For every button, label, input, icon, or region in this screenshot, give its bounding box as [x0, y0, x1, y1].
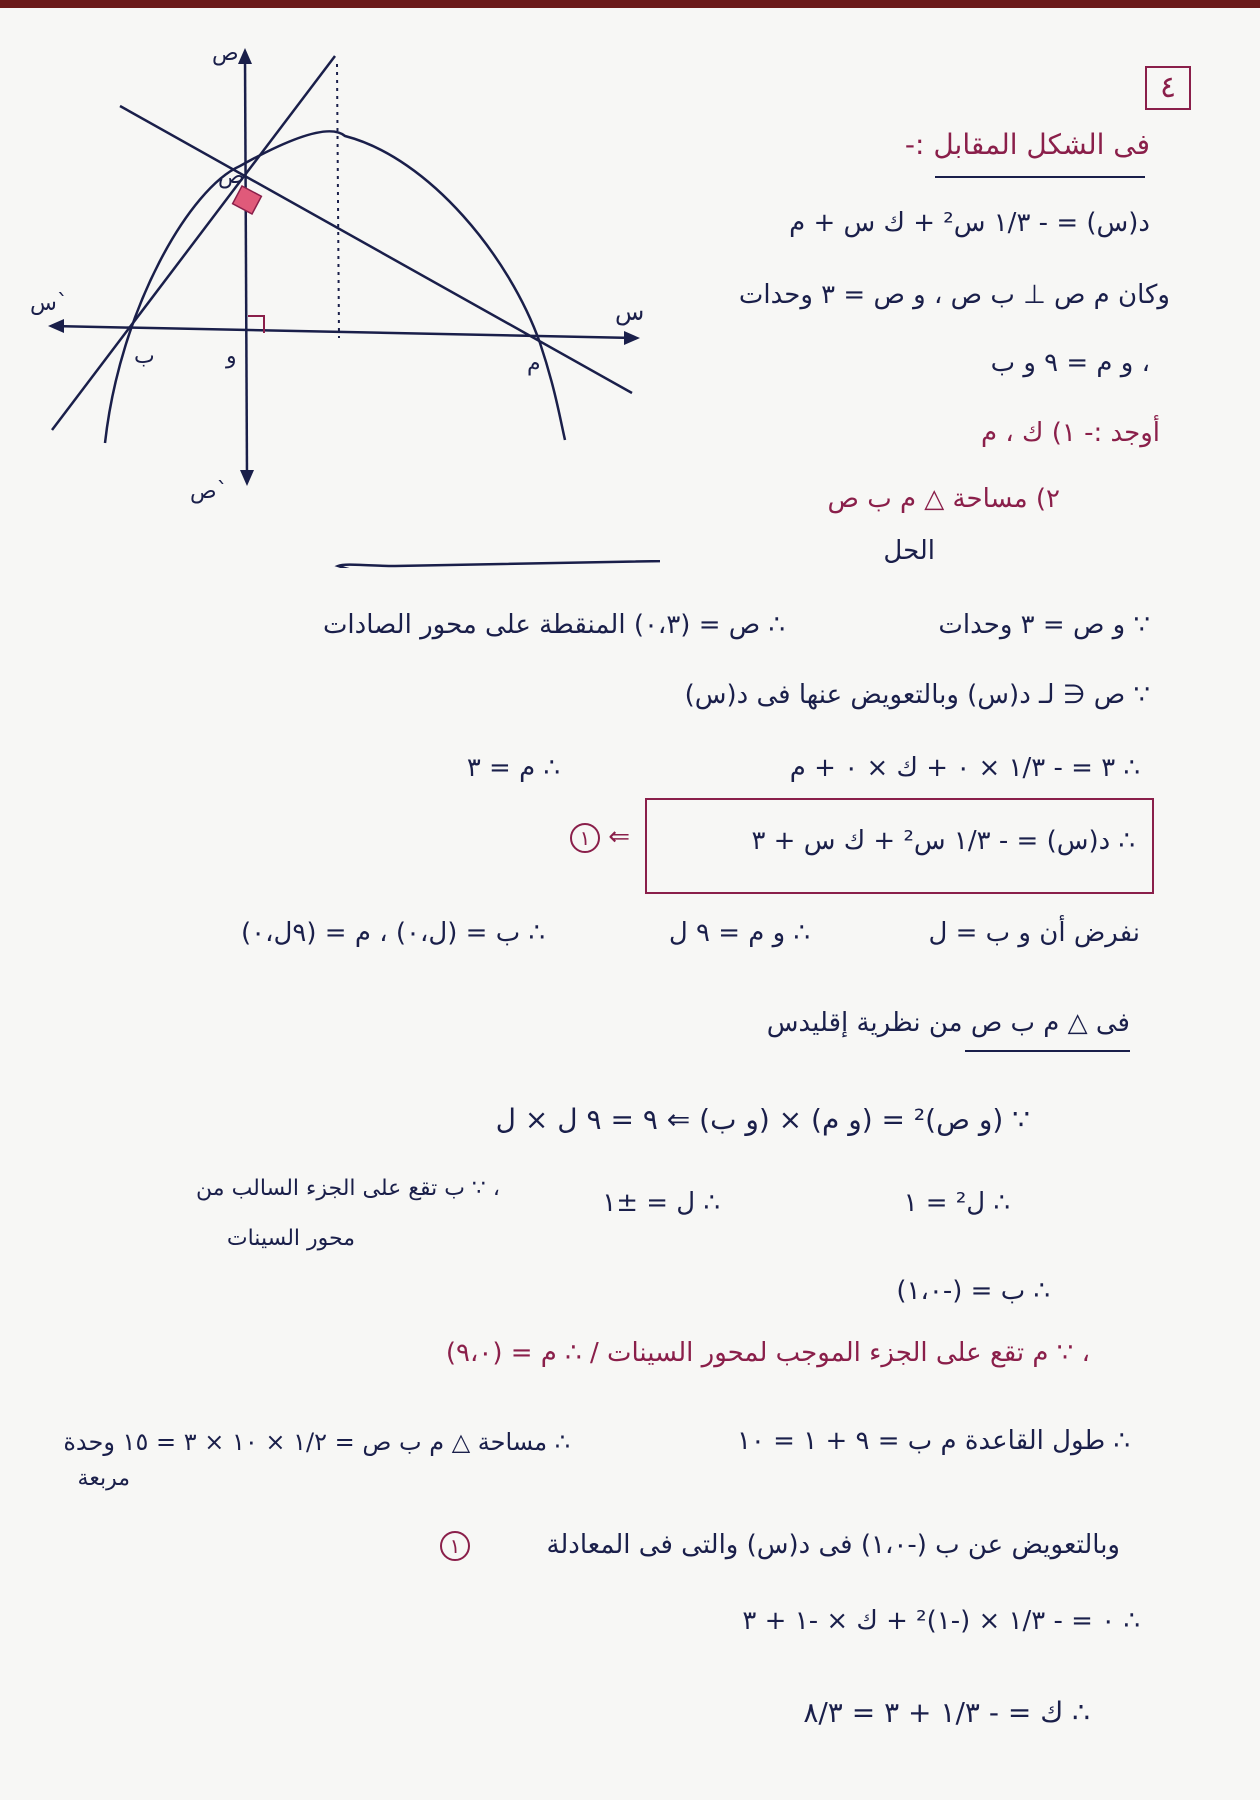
solution-line-9: ∴ ب = (-١،٠)	[896, 1276, 1050, 1306]
solution-line-6: فى △ م ب ص من نظرية إقليدس	[766, 1008, 1130, 1038]
x-axis-label-right: س	[615, 298, 645, 326]
y-axis-arrow-bottom	[240, 470, 254, 486]
right-angle-marker-c	[233, 186, 262, 214]
solution-line-2: ∵ ص ∈ لـ د(س) وبالتعويض عنها فى د(س)	[684, 680, 1150, 710]
axis-of-symmetry	[337, 64, 339, 338]
given-line-2: ، و م = ٩ و ب	[990, 348, 1150, 378]
solution-line-13: ∴ ٠ = - ١/٣ × (-١)² + ك × -١ + ٣	[742, 1606, 1140, 1636]
solution-line-5-mid: ∴ و م = ٩ ل	[668, 918, 810, 948]
solution-line-3-right: ∴ ٣ = - ١/٣ × ٠ + ك × ٠ + م	[789, 753, 1140, 783]
y-axis-label-bottom: ص`	[190, 479, 228, 504]
function-definition: د(س) = - ١/٣ س² + ك س + م	[789, 208, 1150, 238]
intro-underline	[935, 176, 1145, 178]
y-axis-arrow-top	[238, 48, 252, 64]
solution-line-7: ∵ (و ص)² = (و م) × (و ب) ⇐ ٩ = ٩ ل × ل	[495, 1103, 1030, 1136]
x-axis-arrow-right	[624, 331, 640, 345]
problem-number: ٤	[1145, 66, 1191, 110]
line-ca	[120, 106, 632, 393]
intro-text: فى الشكل المقابل :-	[904, 128, 1150, 161]
solution-label: الحل	[883, 536, 935, 566]
solution-line-1-left: ∴ ص = (٠،٣) المنقطة على محور الصادات	[322, 610, 785, 640]
handwritten-page	[0, 8, 1260, 1800]
parabola-graph	[0, 8, 660, 568]
find-line-1: أوجد :- ١) ك ، م	[981, 418, 1160, 448]
solution-line-10: ، ∵ م تقع على الجزء الموجب لمحور السينات / ∴ م = (٩،٠)	[445, 1338, 1090, 1368]
line-bc	[52, 56, 335, 430]
parabola-curve	[105, 131, 565, 443]
solution-line-1-right: ∵ و ص = ٣ وحدات	[938, 610, 1150, 640]
given-line-1: وكان م ص ⊥ ب ص ، و ص = ٣ وحدات	[738, 280, 1170, 310]
equation-number-1-ref: ١	[440, 1531, 470, 1561]
solution-line-12: وبالتعويض عن ب (-١،٠) فى د(س) والتى فى المعادلة	[546, 1530, 1120, 1560]
boxed-equation: ∴ د(س) = - ١/٣ س² + ك س + ٣	[751, 826, 1135, 856]
solution-line-3-left: ∴ م = ٣	[466, 753, 560, 783]
x-axis-arrow-left	[48, 319, 64, 333]
find-line-2: ٢) مساحة △ م ب ص	[827, 484, 1060, 514]
point-label-a: م	[527, 351, 541, 376]
point-label-o: و	[226, 344, 237, 369]
x-axis-label-left: س`	[30, 291, 68, 316]
equation-number-1: ١	[570, 823, 600, 853]
y-axis	[245, 56, 247, 478]
solution-line-5-left: ∴ ب = (ل،٠) ، م = (٩ل،٠)	[240, 918, 545, 948]
solution-arrow	[338, 556, 660, 568]
solution-line-8-left: ، ∵ ب تقع على الجزء السالب من	[196, 1176, 500, 1201]
solution-line-11-left-2: مربعة	[77, 1466, 130, 1491]
solution-line-8-right: ∴ ل² = ١	[903, 1188, 1010, 1218]
x-axis	[52, 326, 635, 338]
line-6-underline	[965, 1050, 1130, 1052]
solution-line-11-right: ∴ طول القاعدة م ب = ٩ + ١ = ١٠	[736, 1426, 1130, 1456]
solution-line-12-ref	[440, 1530, 470, 1561]
solution-line-5-right: نفرض أن و ب = ل	[928, 918, 1140, 948]
solution-line-8-mid: ∴ ل = ±١	[602, 1188, 720, 1218]
solution-line-11-left: ∴ مساحة △ م ب ص = ١/٢ × ١٠ × ٣ = ١٥ وحدة	[63, 1428, 570, 1456]
solution-line-14: ∴ ك = - ١/٣ + ٣ = ٨/٣	[803, 1696, 1090, 1729]
point-label-c: ص	[218, 164, 245, 189]
boxed-equation-ref: ⇐ ١	[570, 822, 630, 853]
solution-line-8-left-2: محور السينات	[226, 1226, 355, 1251]
y-axis-label-top: ص	[212, 41, 239, 66]
point-label-b: ب	[134, 344, 155, 369]
